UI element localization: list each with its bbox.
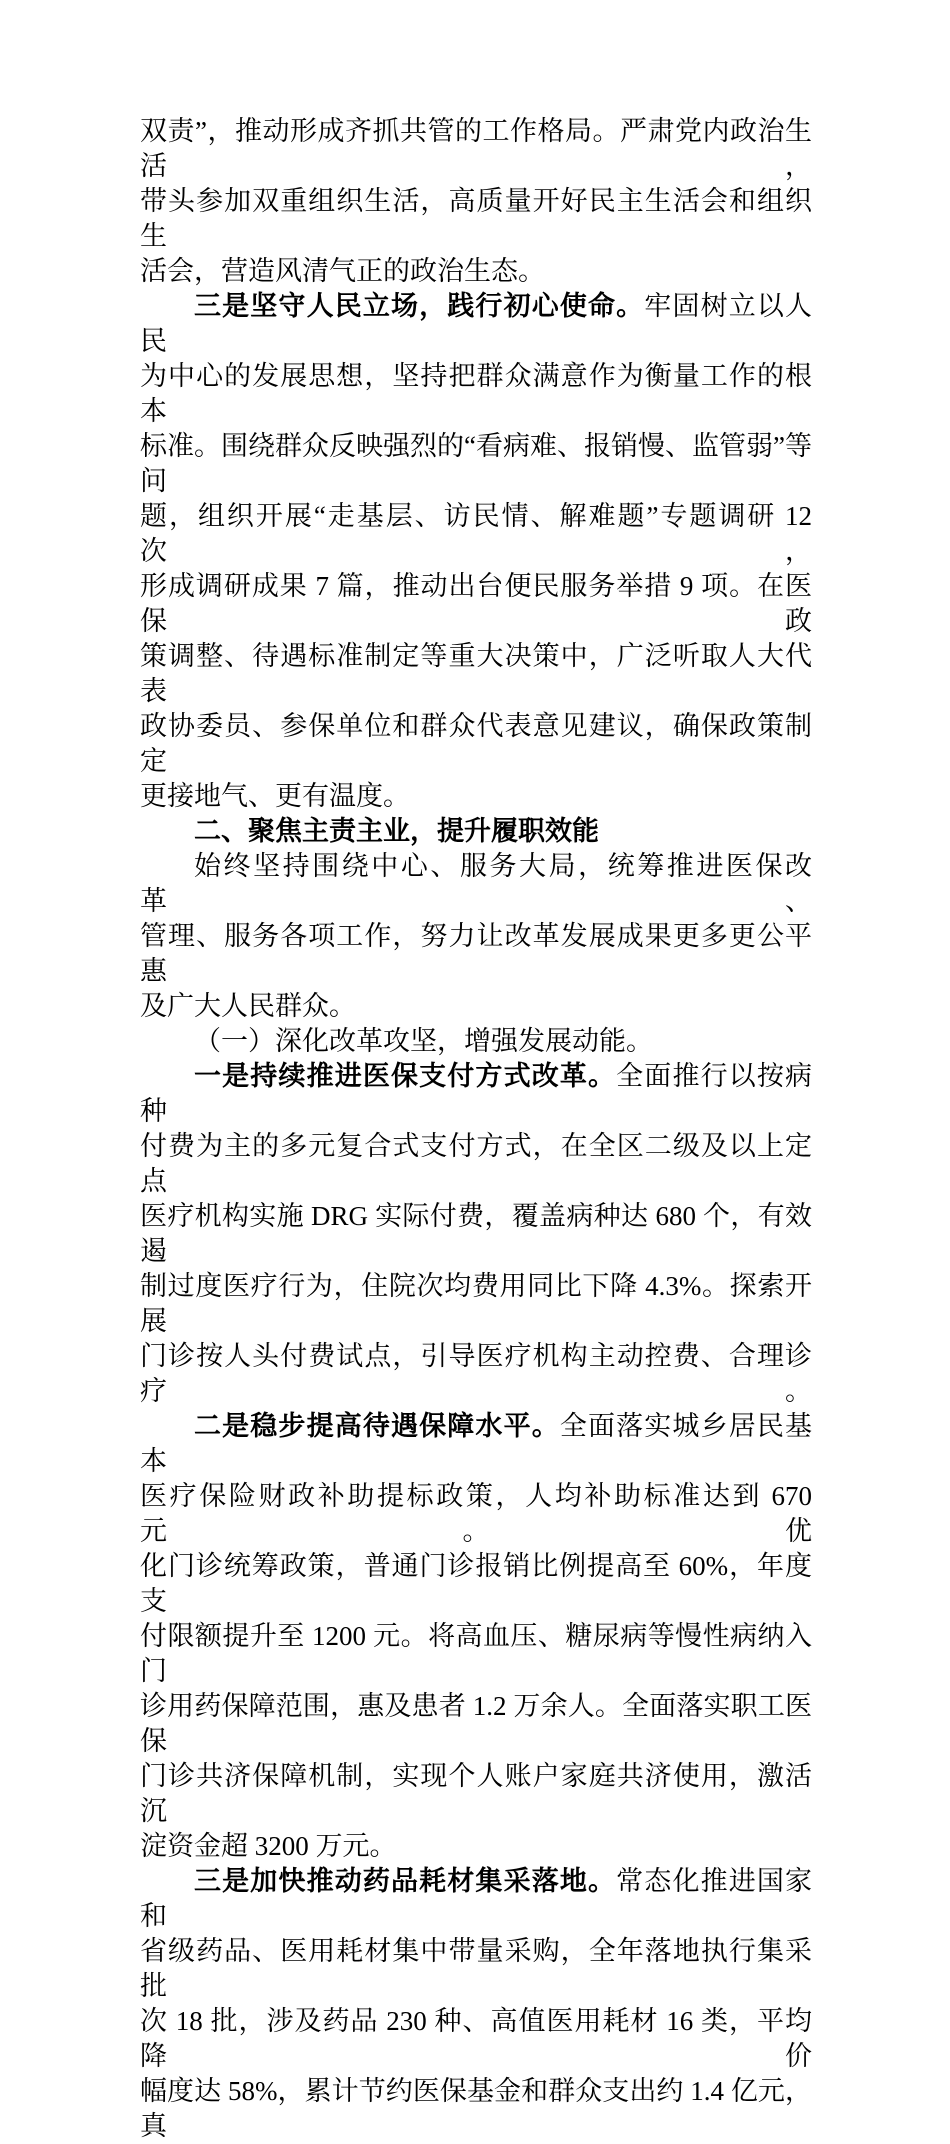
- body-text-line: [140, 569, 812, 639]
- text-run: 带头参加双重组织生活，高质量开好民主生活会和组织生: [140, 186, 812, 251]
- body-text-line: [140, 639, 812, 709]
- text-run: 二、聚焦主责主业，提升履职效能: [194, 816, 599, 846]
- text-run: 医疗保险财政补助提标政策，人均补助标准达到 670 元。优: [140, 1481, 812, 1546]
- body-text-line: [140, 499, 812, 569]
- text-run: 常态化推进国家和: [140, 1866, 813, 1931]
- text-run: 全面推行以按病种: [140, 1061, 813, 1126]
- text-run: 形成调研成果 7 篇，推动出台便民服务举措 9 项。在医保政: [140, 571, 812, 636]
- body-text-line: [140, 1689, 812, 1759]
- text-run: 付限额提升至 1200 元。将高血压、糖尿病等慢性病纳入门: [140, 1621, 812, 1686]
- body-text-line: [140, 849, 812, 919]
- text-run: 管理、服务各项工作，努力让改革发展成果更多更公平惠: [140, 921, 812, 986]
- body-text-line: [140, 1479, 812, 1549]
- body-text-line: [140, 1934, 812, 2004]
- text-run: 省级药品、医用耗材集中带量采购，全年落地执行集采批: [140, 1936, 812, 2001]
- body-text-line: [140, 1129, 812, 1199]
- text-run: 为中心的发展思想，坚持把群众满意作为衡量工作的根本: [140, 361, 812, 426]
- emphasis-run: 三是坚守人民立场，践行初心使命。: [194, 291, 645, 321]
- body-text-line: [140, 114, 812, 184]
- text-run: 淀资金超 3200 万元。: [140, 1831, 397, 1861]
- body-text-line: [140, 709, 812, 779]
- section-heading-line: [140, 814, 812, 849]
- subsection-heading-line: [140, 1024, 812, 1059]
- text-run: 诊用药保障范围，惠及患者 1.2 万余人。全面落实职工医保: [140, 1691, 812, 1756]
- text-run: 幅度达 58%，累计节约医保基金和群众支出约 1.4 亿元，真: [140, 2076, 812, 2141]
- text-run: 及广大人民群众。: [140, 991, 356, 1021]
- text-run: 活会，营造风清气正的政治生态。: [140, 256, 545, 286]
- body-text-line: [140, 184, 812, 254]
- body-text-line: [140, 1549, 812, 1619]
- body-text-line: [140, 1619, 812, 1689]
- emphasis-run: 二是稳步提高待遇保障水平。: [194, 1411, 560, 1441]
- text-run: 付费为主的多元复合式支付方式，在全区二级及以上定点: [140, 1131, 812, 1196]
- text-run: 全面落实城乡居民基本: [140, 1411, 813, 1476]
- text-run: 更接地气、更有温度。: [140, 781, 410, 811]
- text-run: 医疗机构实施 DRG 实际付费，覆盖病种达 680 个，有效遏: [140, 1201, 812, 1266]
- text-run: 双责”，推动形成齐抓共管的工作格局。严肃党内政治生活，: [140, 116, 812, 181]
- text-run: 门诊共济保障机制，实现个人账户家庭共济使用，激活沉: [140, 1761, 812, 1826]
- text-run: 题，组织开展“走基层、访民情、解难题”专题调研 12 次，: [140, 501, 812, 566]
- text-run: 制过度医疗行为，住院次均费用同比下降 4.3%。探索开展: [140, 1271, 812, 1336]
- document-text-block: [140, 114, 812, 2144]
- body-text-line: [140, 2074, 812, 2144]
- body-text-line: [140, 1059, 812, 1129]
- body-text-line: [140, 989, 812, 1024]
- text-run: 标准。围绕群众反映强烈的“看病难、报销慢、监管弱”等问: [140, 431, 812, 496]
- body-text-line: [140, 779, 812, 814]
- body-text-line: [140, 289, 812, 359]
- text-run: 策调整、待遇标准制定等重大决策中，广泛听取人大代表: [140, 641, 812, 706]
- text-run: （一）深化改革攻坚，增强发展动能。: [194, 1026, 653, 1056]
- body-text-line: [140, 1339, 812, 1409]
- text-run: 政协委员、参保单位和群众代表意见建议，确保政策制定: [140, 711, 812, 776]
- emphasis-run: 一是持续推进医保支付方式改革。: [194, 1061, 617, 1091]
- body-text-line: [140, 1759, 812, 1829]
- body-text-line: [140, 1269, 812, 1339]
- text-run: 始终坚持围绕中心、服务大局，统筹推进医保改革、: [140, 851, 812, 916]
- body-text-line: [140, 359, 812, 429]
- body-text-line: [140, 1199, 812, 1269]
- text-run: 牢固树立以人民: [140, 291, 813, 356]
- body-text-line: [140, 1864, 812, 1934]
- text-run: 次 18 批，涉及药品 230 种、高值医用耗材 16 类，平均降价: [140, 2006, 812, 2071]
- emphasis-run: 三是加快推动药品耗材集采落地。: [194, 1866, 617, 1896]
- body-text-line: [140, 254, 812, 289]
- text-run: 门诊按人头付费试点，引导医疗机构主动控费、合理诊疗。: [140, 1341, 812, 1406]
- text-run: 化门诊统筹政策，普通门诊报销比例提高至 60%，年度支: [140, 1551, 812, 1616]
- body-text-line: [140, 1829, 812, 1864]
- body-text-line: [140, 919, 812, 989]
- body-text-line: [140, 429, 812, 499]
- body-text-line: [140, 1409, 812, 1479]
- body-text-line: [140, 2004, 812, 2074]
